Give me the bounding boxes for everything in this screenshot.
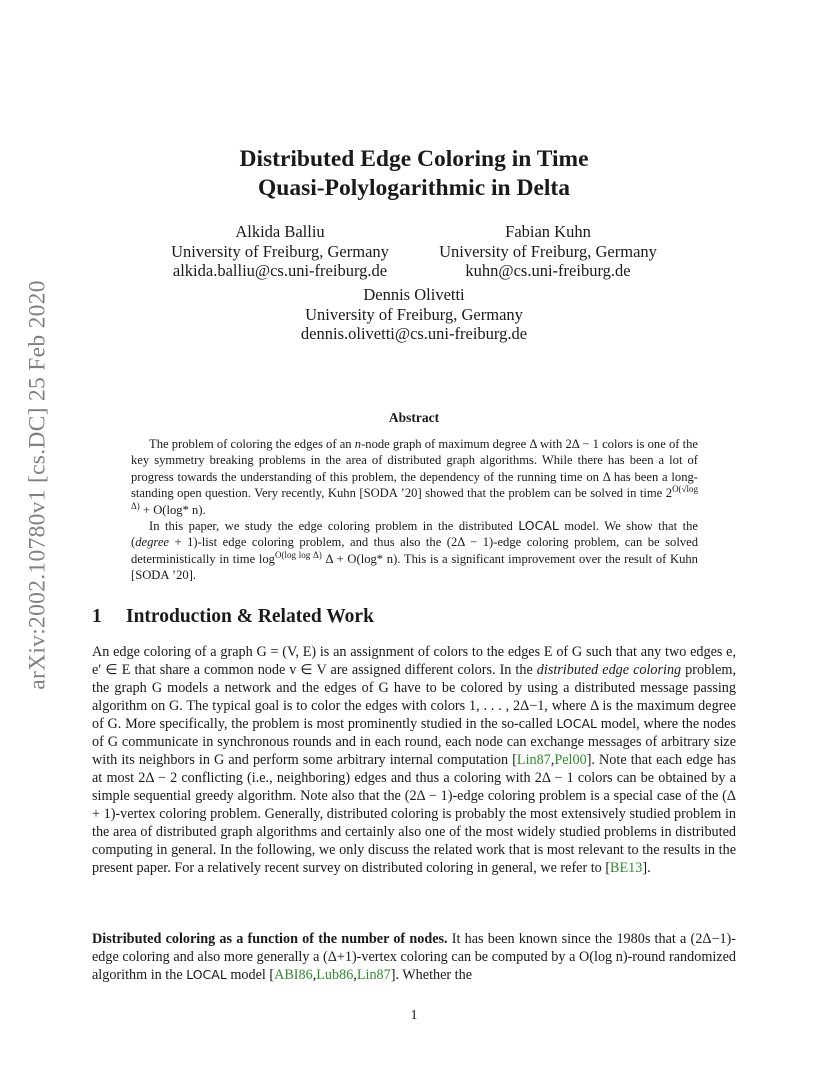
author-block-1 [160, 222, 400, 281]
section-number: 1 [92, 606, 102, 627]
author-name: Fabian Kuhn [505, 222, 591, 241]
paper-title [0, 145, 828, 203]
citation-link[interactable]: Lin87 [516, 752, 551, 768]
abstract-heading: Abstract [388, 410, 440, 425]
title-line-1: Distributed Edge Coloring in Time [239, 146, 589, 172]
author-affiliation: University of Freiburg, Germany [439, 241, 657, 261]
arxiv-sidebar [18, 280, 58, 690]
intro-paragraph-1: An edge coloring of a graph G = (V, E) is an assignment of colors to the edges E of G such that any two edges e, e′ ∈ E that share a common node v ∈ V are assigned different colors. In the distributed edge coloring problem, the graph G models a network and the edges of G have to be colored by using a distributed message passing algorithm on G. The typical goal is to color the edges with colors 1, . . . , 2Δ−1, where Δ is the maximum degree of G. More specifically, the problem is most prominently studied in the so-called LOCAL model, where the nodes of G communicate in synchronous rounds and in each round, each node can exchange messages of arbitrary size with its neighbors in G and perform some arbitrary internal computation [Lin87,Pel00]. Note that each edge has at most 2Δ − 2 conflicting (i.e., neighboring) edges and thus a coloring with 2Δ − 1 colors can be obtained by a simple sequential greedy algorithm. Note also that the (2Δ − 1)-edge coloring problem is a special case of the (Δ + 1)-vertex coloring problem. Generally, distributed coloring is probably the most extensively studied problem in the area of distributed graph algorithms and certainly also one of the most widely studied problems in distributed computing in general. In the following, we only discuss the related work that is most relevant to the results in the present paper. For a relatively recent survey on distributed coloring in general, we refer to [BE13]. [92, 644, 737, 876]
author-affiliation: University of Freiburg, Germany [171, 241, 389, 261]
author-email[interactable]: dennis.olivetti@cs.uni-freiburg.de [300, 324, 528, 343]
citation-link[interactable]: Lin87 [356, 967, 391, 983]
author-affiliation: University of Freiburg, Germany [305, 304, 523, 324]
citation-link[interactable]: Lub86 [316, 967, 354, 983]
author-block-3 [284, 285, 544, 344]
abstract-paragraph-1: The problem of coloring the edges of an n-node graph of maximum degree Δ with 2Δ − 1 colors is one of the key symmetry breaking problems in the area of distributed graph algorithms. While there has been a lot of progress towards the understanding of this problem, the dependency of the running time on Δ has been a long-standing open question. Very recently, Kuhn [SODA ’20] showed that the problem can be solved in time $2^{O(√log \Delta)} + O(\log*$ n). [131, 437, 698, 517]
author-name: Dennis Olivetti [363, 285, 465, 304]
author-email[interactable]: kuhn@cs.uni-freiburg.de [465, 261, 631, 280]
citation-link[interactable]: ABI86 [274, 967, 313, 983]
page-number: 1 [410, 1008, 418, 1023]
abstract-body [131, 436, 698, 584]
section-title: Introduction & Related Work [126, 606, 374, 627]
abstract-paragraph-2: In this paper, we study the edge coloring problem in the distributed LOCAL model. We show that the (degree + 1)-list edge coloring problem, and thus also the (2Δ − 1)-edge coloring problem, can be solved deterministically in time $\log^{O(log log \Delta)} \Delta + O(\log*$ n). This is a significant improvement over the result of Kuhn [SODA ’20]. [131, 518, 699, 583]
intro-paragraph-2: Distributed coloring as a function of the number of nodes. It has been known since the 1980s that a (2Δ−1)-edge coloring and also more generally a (Δ+1)-vertex coloring can be computed by a O(log n)-round randomized algorithm in the LOCAL model [ABI86,Lub86,Lin87]. Whether the [92, 931, 737, 983]
author-name: Alkida Balliu [235, 222, 325, 241]
paragraph-heading: Distributed coloring as a function of the number of nodes. [92, 931, 448, 947]
citation-link[interactable]: Pel00 [554, 752, 587, 768]
citation-link[interactable]: BE13 [610, 860, 643, 876]
author-email[interactable]: alkida.balliu@cs.uni-freiburg.de [172, 261, 388, 280]
author-block-2 [428, 222, 668, 281]
title-line-2: Quasi-Polylogarithmic in Delta [257, 175, 570, 201]
arxiv-identifier: arXiv:2002.10780v1 [cs.DC] 25 Feb 2020 [24, 280, 51, 690]
section-heading [92, 606, 374, 628]
